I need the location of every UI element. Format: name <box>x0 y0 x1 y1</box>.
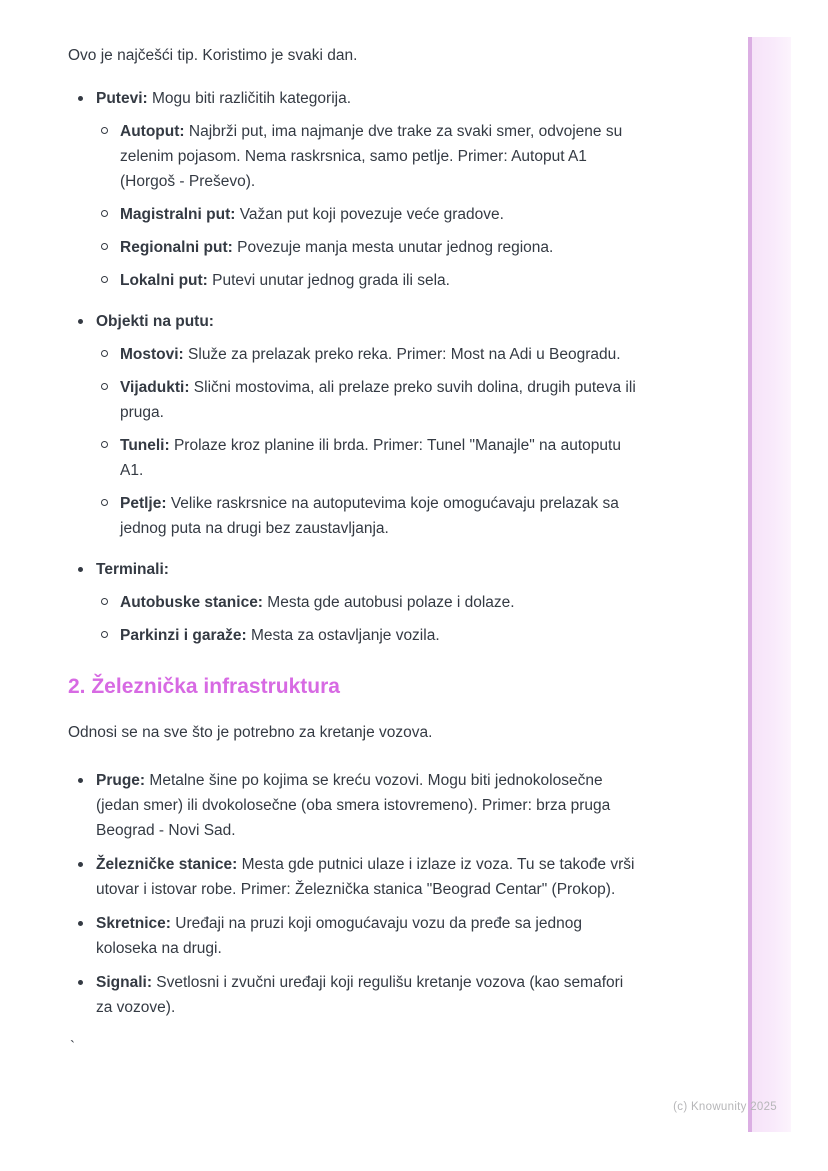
railway-infrastructure-list <box>68 768 642 1020</box>
list-item-description: Mogu biti različitih kategorija. <box>152 90 352 107</box>
list-item-description: Svetlosni i zvučni uređaji koji regulišu kretanje vozova (kao semafori za vozove). <box>96 974 624 1016</box>
list-item-term: Skretnice: <box>96 915 171 932</box>
list-item-pruge <box>68 768 642 843</box>
intro-paragraph: Ovo je najčešći tip. Koristimo je svaki dan. <box>68 47 358 64</box>
list-item-skretnice <box>68 911 642 961</box>
list-item-autoput <box>96 119 642 194</box>
road-infrastructure-list <box>68 86 642 648</box>
list-item-magistralni-put <box>96 202 642 227</box>
list-item-zeleznicke-stanice <box>68 852 642 902</box>
list-item-term: Terminali: <box>96 561 169 578</box>
list-item-parkinzi-garaze <box>96 623 642 648</box>
list-item-description: Prolaze kroz planine ili brda. Primer: Tunel "Manajle" na autoputu A1. <box>120 437 621 479</box>
document-page <box>68 43 642 1059</box>
list-item-mostovi <box>96 342 642 367</box>
list-item-description: Mesta gde putnici ulaze i izlaze iz voza. Tu se takođe vrši utovar i istovar robe. Primer: Železnička stanica "Beograd Centar" (Prokop). <box>96 856 635 898</box>
list-item-lokalni-put <box>96 268 642 293</box>
list-item-term: Vijadukti: <box>120 379 190 396</box>
list-item-autobuske-stanice <box>96 590 642 615</box>
list-item-tuneli <box>96 433 642 483</box>
list-item-term: Železničke stanice: <box>96 856 238 873</box>
list-item-signali <box>68 970 642 1020</box>
copyright-watermark: (c) Knowunity 2025 <box>673 1101 777 1113</box>
stray-character: ` <box>70 1038 75 1055</box>
sidebar-accent-bar <box>748 37 791 1132</box>
list-item-term: Petlje: <box>120 495 167 512</box>
objekti-sublist <box>96 342 642 541</box>
list-item-term: Magistralni put: <box>120 206 236 223</box>
list-item-term: Autobuske stanice: <box>120 594 263 611</box>
list-item-term: Putevi: <box>96 90 148 107</box>
list-item-putevi <box>68 86 642 293</box>
list-item-term: Parkinzi i garaže: <box>120 627 247 644</box>
list-item-terminali <box>68 557 642 648</box>
list-item-term: Tuneli: <box>120 437 170 454</box>
list-item-description: Putevi unutar jednog grada ili sela. <box>212 272 450 289</box>
list-item-regionalni-put <box>96 235 642 260</box>
list-item-description: Velike raskrsnice na autoputevima koje omogućavaju prelazak sa jednog puta na drugi bez zaustavljanja. <box>120 495 619 537</box>
list-item-petlje <box>96 491 642 541</box>
list-item-description: Slični mostovima, ali prelaze preko suvih dolina, drugih puteva ili pruga. <box>120 379 636 421</box>
list-item-description: Važan put koji povezuje veće gradove. <box>239 206 504 223</box>
list-item-term: Signali: <box>96 974 152 991</box>
putevi-sublist <box>96 119 642 293</box>
terminali-sublist <box>96 590 642 648</box>
list-item-description: Mesta za ostavljanje vozila. <box>250 627 440 644</box>
section-heading-railway: 2. Železnička infrastruktura <box>68 675 340 698</box>
list-item-description: Povezuje manja mesta unutar jednog regiona. <box>237 239 554 256</box>
list-item-description: Uređaji na pruzi koji omogućavaju vozu da pređe sa jednog koloseka na drugi. <box>96 915 582 957</box>
list-item-objekti-na-putu <box>68 309 642 541</box>
list-item-term: Autoput: <box>120 123 185 140</box>
list-item-term: Pruge: <box>96 772 146 789</box>
list-item-description: Mesta gde autobusi polaze i dolaze. <box>267 594 515 611</box>
list-item-description: Služe za prelazak preko reka. Primer: Most na Adi u Beogradu. <box>188 346 621 363</box>
list-item-term: Objekti na putu: <box>96 313 214 330</box>
list-item-vijadukti <box>96 375 642 425</box>
railway-intro-paragraph: Odnosi se na sve što je potrebno za kretanje vozova. <box>68 724 433 741</box>
list-item-term: Lokalni put: <box>120 272 208 289</box>
list-item-term: Regionalni put: <box>120 239 233 256</box>
list-item-term: Mostovi: <box>120 346 184 363</box>
list-item-description: Najbrži put, ima najmanje dve trake za svaki smer, odvojene su zelenim pojasom. Nema raskrsnica, samo petlje. Primer: Autoput A1 (Horgoš - Preševo). <box>120 123 623 190</box>
list-item-description: Metalne šine po kojima se kreću vozovi. Mogu biti jednokolosečne (jedan smer) ili dvokolosečne (oba smera istovremeno). Primer: brza pruga Beograd - Novi Sad. <box>96 772 611 839</box>
